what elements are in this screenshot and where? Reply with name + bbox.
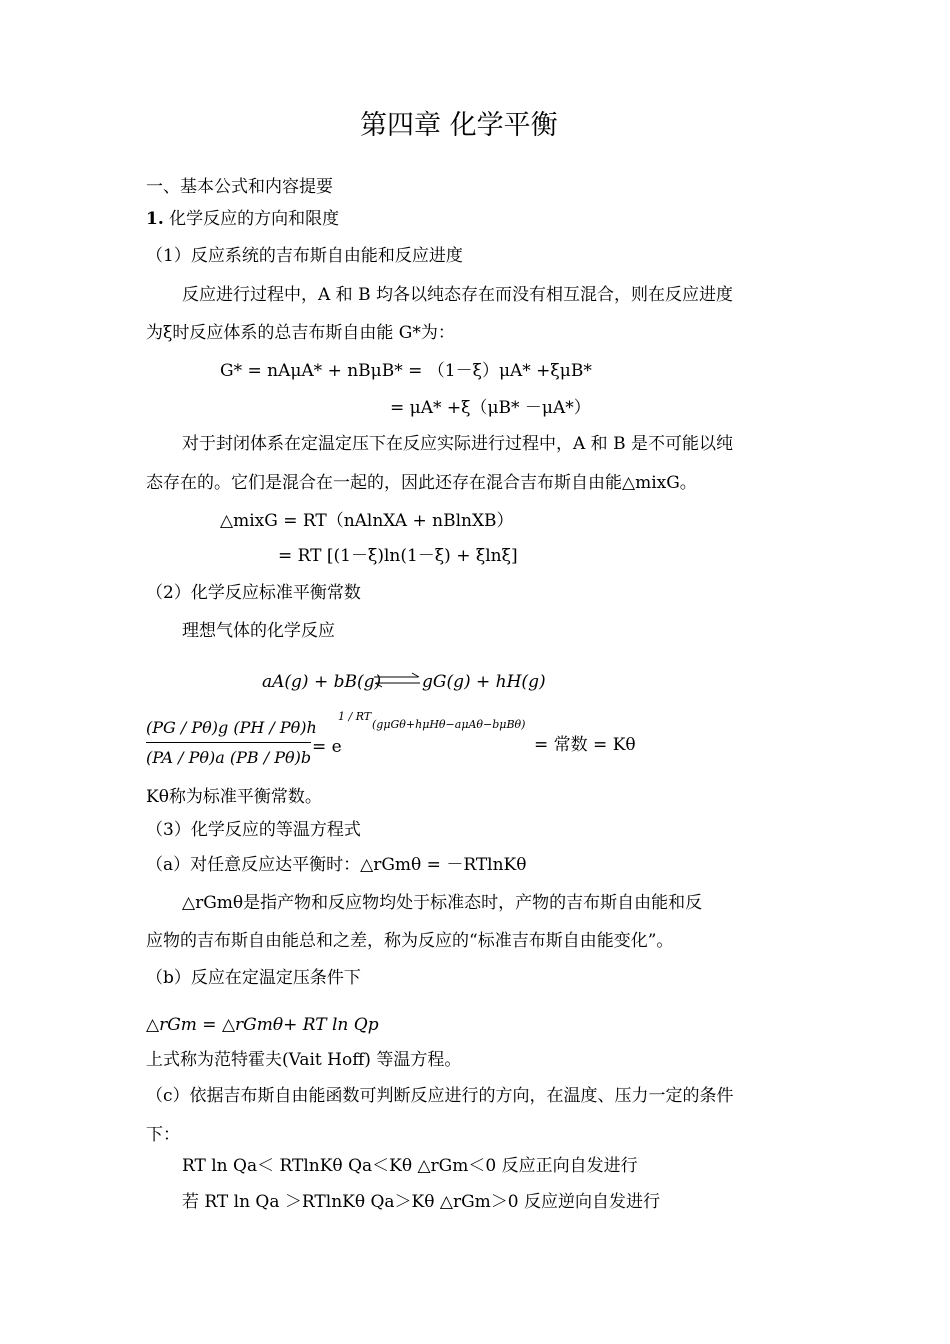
equilibrium-fraction [146, 718, 316, 778]
paragraph-5-line-1: △rGmθ是指产物和反应物均处于标准态时，产物的吉布斯自由能和反 [182, 893, 703, 913]
equation-2-line-2: = RT [(1－ξ)ln(1－ξ) + ξlnξ] [278, 546, 518, 566]
item-3c-line-1: （c）依据吉布斯自由能函数可判断反应进行的方向，在温度、压力一定的条件 [146, 1086, 734, 1106]
paragraph-2-line-2: 态存在的。它们是混合在一起的，因此还存在混合吉布斯自由能△mixG。 [146, 473, 697, 493]
equation-1-line-1: G* = nAμA* + nBμB* = （1－ξ）μA* +ξμB* [220, 361, 592, 381]
equation-2-line-1: △mixG = RT（nAlnXA + nBlnXB） [220, 511, 514, 531]
k-constant: = 常数 = Kθ [534, 735, 636, 755]
equation-1-line-2: = μA* +ξ（μB* －μA*） [390, 398, 591, 418]
item-3c-line-2: 下： [146, 1125, 180, 1145]
reaction-right-side: gG(g) + hH(g) [422, 672, 546, 692]
equilibrium-arrow-icon [372, 670, 422, 690]
subsection-text: 化学反应的方向和限度 [163, 209, 340, 229]
item-heading-2: （2）化学反应标准平衡常数 [146, 583, 361, 603]
paragraph-6: 上式称为范特霍夫(Vait Hoff) 等温方程。 [146, 1050, 462, 1070]
item-heading-1: （1）反应系统的吉布斯自由能和反应进度 [146, 246, 463, 266]
item-3b: （b）反应在定温定压条件下 [146, 968, 361, 988]
paragraph-5-line-2: 应物的吉布斯自由能总和之差，称为反应的“标准吉布斯自由能变化”。 [146, 931, 674, 951]
fraction-bar [146, 742, 311, 743]
fraction-numerator: (PG / Pθ)g (PH / Pθ)h [146, 718, 317, 737]
paragraph-1-line-2: 为ξ时反应体系的总吉布斯自由能 G*为： [146, 323, 455, 343]
condition-forward: RT ln Qa＜ RTlnKθ Qa＜Kθ △rGm＜0 反应正向自发进行 [182, 1156, 638, 1176]
paragraph-3: 理想气体的化学反应 [182, 621, 335, 641]
item-heading-3: （3）化学反应的等温方程式 [146, 820, 361, 840]
paragraph-4: Kθ称为标准平衡常数。 [146, 787, 322, 807]
item-3a: （a）对任意反应达平衡时：△rGmθ = －RTlnKθ [146, 855, 527, 875]
subsection-number: 1. [146, 209, 164, 229]
exponent-expression: (gμGθ+hμHθ−aμAθ−bμBθ) [372, 718, 526, 731]
equation-3: △rGm = △rGmθ+ RT ln Qp [146, 1015, 379, 1035]
chapter-title: 第四章 化学平衡 [360, 110, 558, 141]
paragraph-1-line-1: 反应进行过程中，A 和 B 均各以纯态存在而没有相互混合，则在反应进度 [182, 285, 733, 305]
section-heading: 一、基本公式和内容提要 [146, 177, 333, 197]
subsection-heading [146, 208, 339, 230]
paragraph-2-line-1: 对于封闭体系在定温定压下在反应实际进行过程中，A 和 B 是不可能以纯 [182, 434, 733, 454]
exponent-fraction: 1 / RT [338, 710, 372, 723]
condition-reverse: 若 RT ln Qa ＞RTlnKθ Qa＞Kθ △rGm＞0 反应逆向自发进行 [182, 1192, 661, 1212]
reaction-left-side: aA(g) + bB(g) [262, 672, 382, 692]
k-equals-e: = e [312, 737, 342, 757]
fraction-denominator: (PA / Pθ)a (PB / Pθ)b [146, 748, 312, 767]
